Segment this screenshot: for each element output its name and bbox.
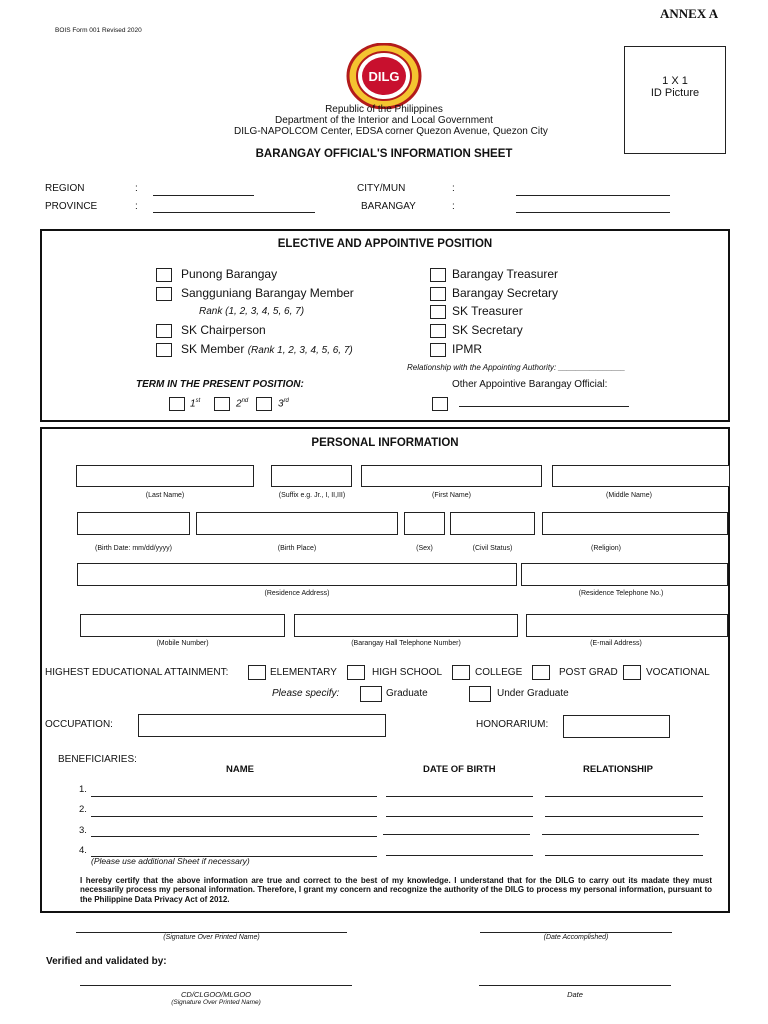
province-label: PROVINCE <box>45 201 98 212</box>
address-text: DILG-NAPOLCOM Center, EDSA corner Quezon Avenue, Quezon City <box>234 126 548 137</box>
residence-address-field[interactable] <box>77 563 517 586</box>
beneficiary-1-name[interactable] <box>91 796 377 797</box>
residence-phone-field[interactable] <box>521 563 728 586</box>
term-heading: TERM IN THE PRESENT POSITION: <box>136 379 304 390</box>
region-field[interactable] <box>153 195 254 196</box>
middle-name-field[interactable] <box>552 465 730 487</box>
col-relationship: RELATIONSHIP <box>583 764 654 775</box>
date-accomplished-field[interactable] <box>480 932 672 933</box>
last-name-field[interactable] <box>76 465 254 487</box>
beneficiary-3-dob[interactable] <box>383 834 530 835</box>
sk-secretary-checkbox[interactable] <box>430 324 446 338</box>
suffix-field[interactable] <box>271 465 352 487</box>
sb-member-label: Sangguniang Barangay Member <box>181 286 354 300</box>
other-appointive-checkbox[interactable] <box>432 397 448 411</box>
term-3-checkbox[interactable] <box>256 397 272 411</box>
other-appointive-field[interactable] <box>459 406 629 407</box>
beneficiary-2-relationship[interactable] <box>545 816 703 817</box>
form-code: BOIS Form 001 Revised 2020 <box>55 27 142 34</box>
sb-member-checkbox[interactable] <box>156 287 172 301</box>
region-label: REGION <box>45 183 85 194</box>
term-3-label: 3rd <box>278 398 289 410</box>
svg-text:DILG: DILG <box>368 69 400 84</box>
sk-member-label: SK Member (Rank 1, 2, 3, 4, 5, 6, 7) <box>181 342 353 356</box>
secretary-label: Barangay Secretary <box>452 286 559 300</box>
under-graduate-checkbox[interactable] <box>469 686 491 702</box>
term-2-checkbox[interactable] <box>214 397 230 411</box>
col-name: NAME <box>226 764 254 775</box>
occupation-field[interactable] <box>138 714 386 737</box>
rank-note: Rank (1, 2, 3, 4, 5, 6, 7) <box>199 306 305 317</box>
department-text: Department of the Interior and Local Government <box>275 115 493 126</box>
sk-secretary-label: SK Secretary <box>452 323 523 337</box>
sk-member-checkbox[interactable] <box>156 343 172 357</box>
elementary-checkbox[interactable] <box>248 665 266 680</box>
position-heading: ELECTIVE AND APPOINTIVE POSITION <box>277 238 493 250</box>
post-grad-label: POST GRAD <box>559 667 618 678</box>
vocational-label: VOCATIONAL <box>646 667 710 678</box>
high-school-label: HIGH SCHOOL <box>372 667 443 678</box>
beneficiary-1-dob[interactable] <box>386 796 533 797</box>
id-picture-size: 1 X 1 <box>662 75 688 87</box>
mobile-number-field[interactable] <box>80 614 285 637</box>
beneficiary-1-relationship[interactable] <box>545 796 703 797</box>
certification-text: I hereby certify that the above information are true and correct to the best of my knowledge. I understand that for the DILG to carry out its madate they must necessarily process my personal information. Therefore, I grant my concern and recognize the authority of the DILG to process my personal information, pursuant to the Philippine Data Privacy Act of 2012. <box>80 876 712 904</box>
honorarium-field[interactable] <box>563 715 670 738</box>
beneficiary-3-name[interactable] <box>91 836 377 837</box>
row-number: 3. <box>79 825 87 836</box>
annex-label: ANNEX A <box>660 6 719 21</box>
page-title: BARANGAY OFFICIAL'S INFORMATION SHEET <box>255 148 513 160</box>
beneficiary-2-dob[interactable] <box>386 816 533 817</box>
date-label: Date <box>567 990 583 999</box>
row-number: 1. <box>79 784 87 795</box>
position-section <box>40 229 730 422</box>
city-mun-label: CITY/MUN <box>357 183 406 194</box>
under-graduate-label: Under Graduate <box>497 688 569 699</box>
first-name-field[interactable] <box>361 465 542 487</box>
officer-signature-field[interactable] <box>80 985 352 986</box>
honorarium-label: HONORARIUM: <box>476 719 549 730</box>
email-field[interactable] <box>526 614 728 637</box>
punong-barangay-checkbox[interactable] <box>156 268 172 282</box>
barangay-field[interactable] <box>516 212 670 213</box>
signature-field[interactable] <box>76 932 347 933</box>
college-label: COLLEGE <box>475 667 523 678</box>
beneficiary-4-dob[interactable] <box>386 855 533 856</box>
officer-signature-caption: (Signature Over Printed Name) <box>171 999 261 1006</box>
high-school-checkbox[interactable] <box>347 665 365 680</box>
barangay-label: BARANGAY <box>361 201 416 212</box>
elementary-label: ELEMENTARY <box>270 667 337 678</box>
beneficiary-3-relationship[interactable] <box>542 834 699 835</box>
graduate-checkbox[interactable] <box>360 686 382 702</box>
verification-date-field[interactable] <box>479 985 671 986</box>
graduate-label: Graduate <box>386 688 428 699</box>
additional-sheet-note: (Please use additional Sheet if necessary) <box>91 856 250 866</box>
hall-phone-field[interactable] <box>294 614 518 637</box>
ipmr-label: IPMR <box>452 342 482 356</box>
please-specify-label: Please specify: <box>272 688 340 699</box>
occupation-label: OCCUPATION: <box>45 719 113 730</box>
relationship-label: Relationship with the Appointing Authority: _______________ <box>407 363 626 372</box>
beneficiaries-label: BENEFICIARIES: <box>58 754 137 765</box>
beneficiary-2-name[interactable] <box>91 816 377 817</box>
term-1-label: 1st <box>190 398 201 410</box>
id-picture-label: ID Picture <box>650 87 700 99</box>
education-label: HIGHEST EDUCATIONAL ATTAINMENT: <box>45 667 229 678</box>
dilg-seal-icon <box>346 43 422 109</box>
treasurer-label: Barangay Treasurer <box>452 267 559 281</box>
personal-heading: PERSONAL INFORMATION <box>311 437 459 449</box>
sk-treasurer-label: SK Treasurer <box>452 304 523 318</box>
birth-place-field[interactable] <box>196 512 398 535</box>
term-1-checkbox[interactable] <box>169 397 185 411</box>
punong-barangay-label: Punong Barangay <box>181 267 278 281</box>
col-dob: DATE OF BIRTH <box>423 764 496 775</box>
secretary-checkbox[interactable] <box>430 287 446 301</box>
civil-status-field[interactable] <box>450 512 535 535</box>
vocational-checkbox[interactable] <box>623 665 641 680</box>
id-picture-box[interactable] <box>624 46 726 154</box>
province-field[interactable] <box>153 212 315 213</box>
post-grad-checkbox[interactable] <box>532 665 550 680</box>
sk-chairperson-label: SK Chairperson <box>181 323 266 337</box>
city-mun-field[interactable] <box>516 195 670 196</box>
beneficiary-4-relationship[interactable] <box>545 855 703 856</box>
ipmr-checkbox[interactable] <box>430 343 446 357</box>
verified-label: Verified and validated by: <box>46 956 167 967</box>
other-appointive-label: Other Appointive Barangay Official: <box>452 379 608 390</box>
republic-text: Republic of the Philippines <box>325 104 443 115</box>
term-2-label: 2nd <box>236 398 249 410</box>
religion-field[interactable] <box>542 512 728 535</box>
sk-chairperson-checkbox[interactable] <box>156 324 172 338</box>
birth-date-field[interactable] <box>77 512 190 535</box>
sex-field[interactable] <box>404 512 445 535</box>
officer-label: CD/CLGOO/MLGOO <box>180 990 251 999</box>
row-number: 2. <box>79 804 87 815</box>
row-number: 4. <box>79 845 87 856</box>
college-checkbox[interactable] <box>452 665 470 680</box>
sk-treasurer-checkbox[interactable] <box>430 305 446 319</box>
treasurer-checkbox[interactable] <box>430 268 446 282</box>
